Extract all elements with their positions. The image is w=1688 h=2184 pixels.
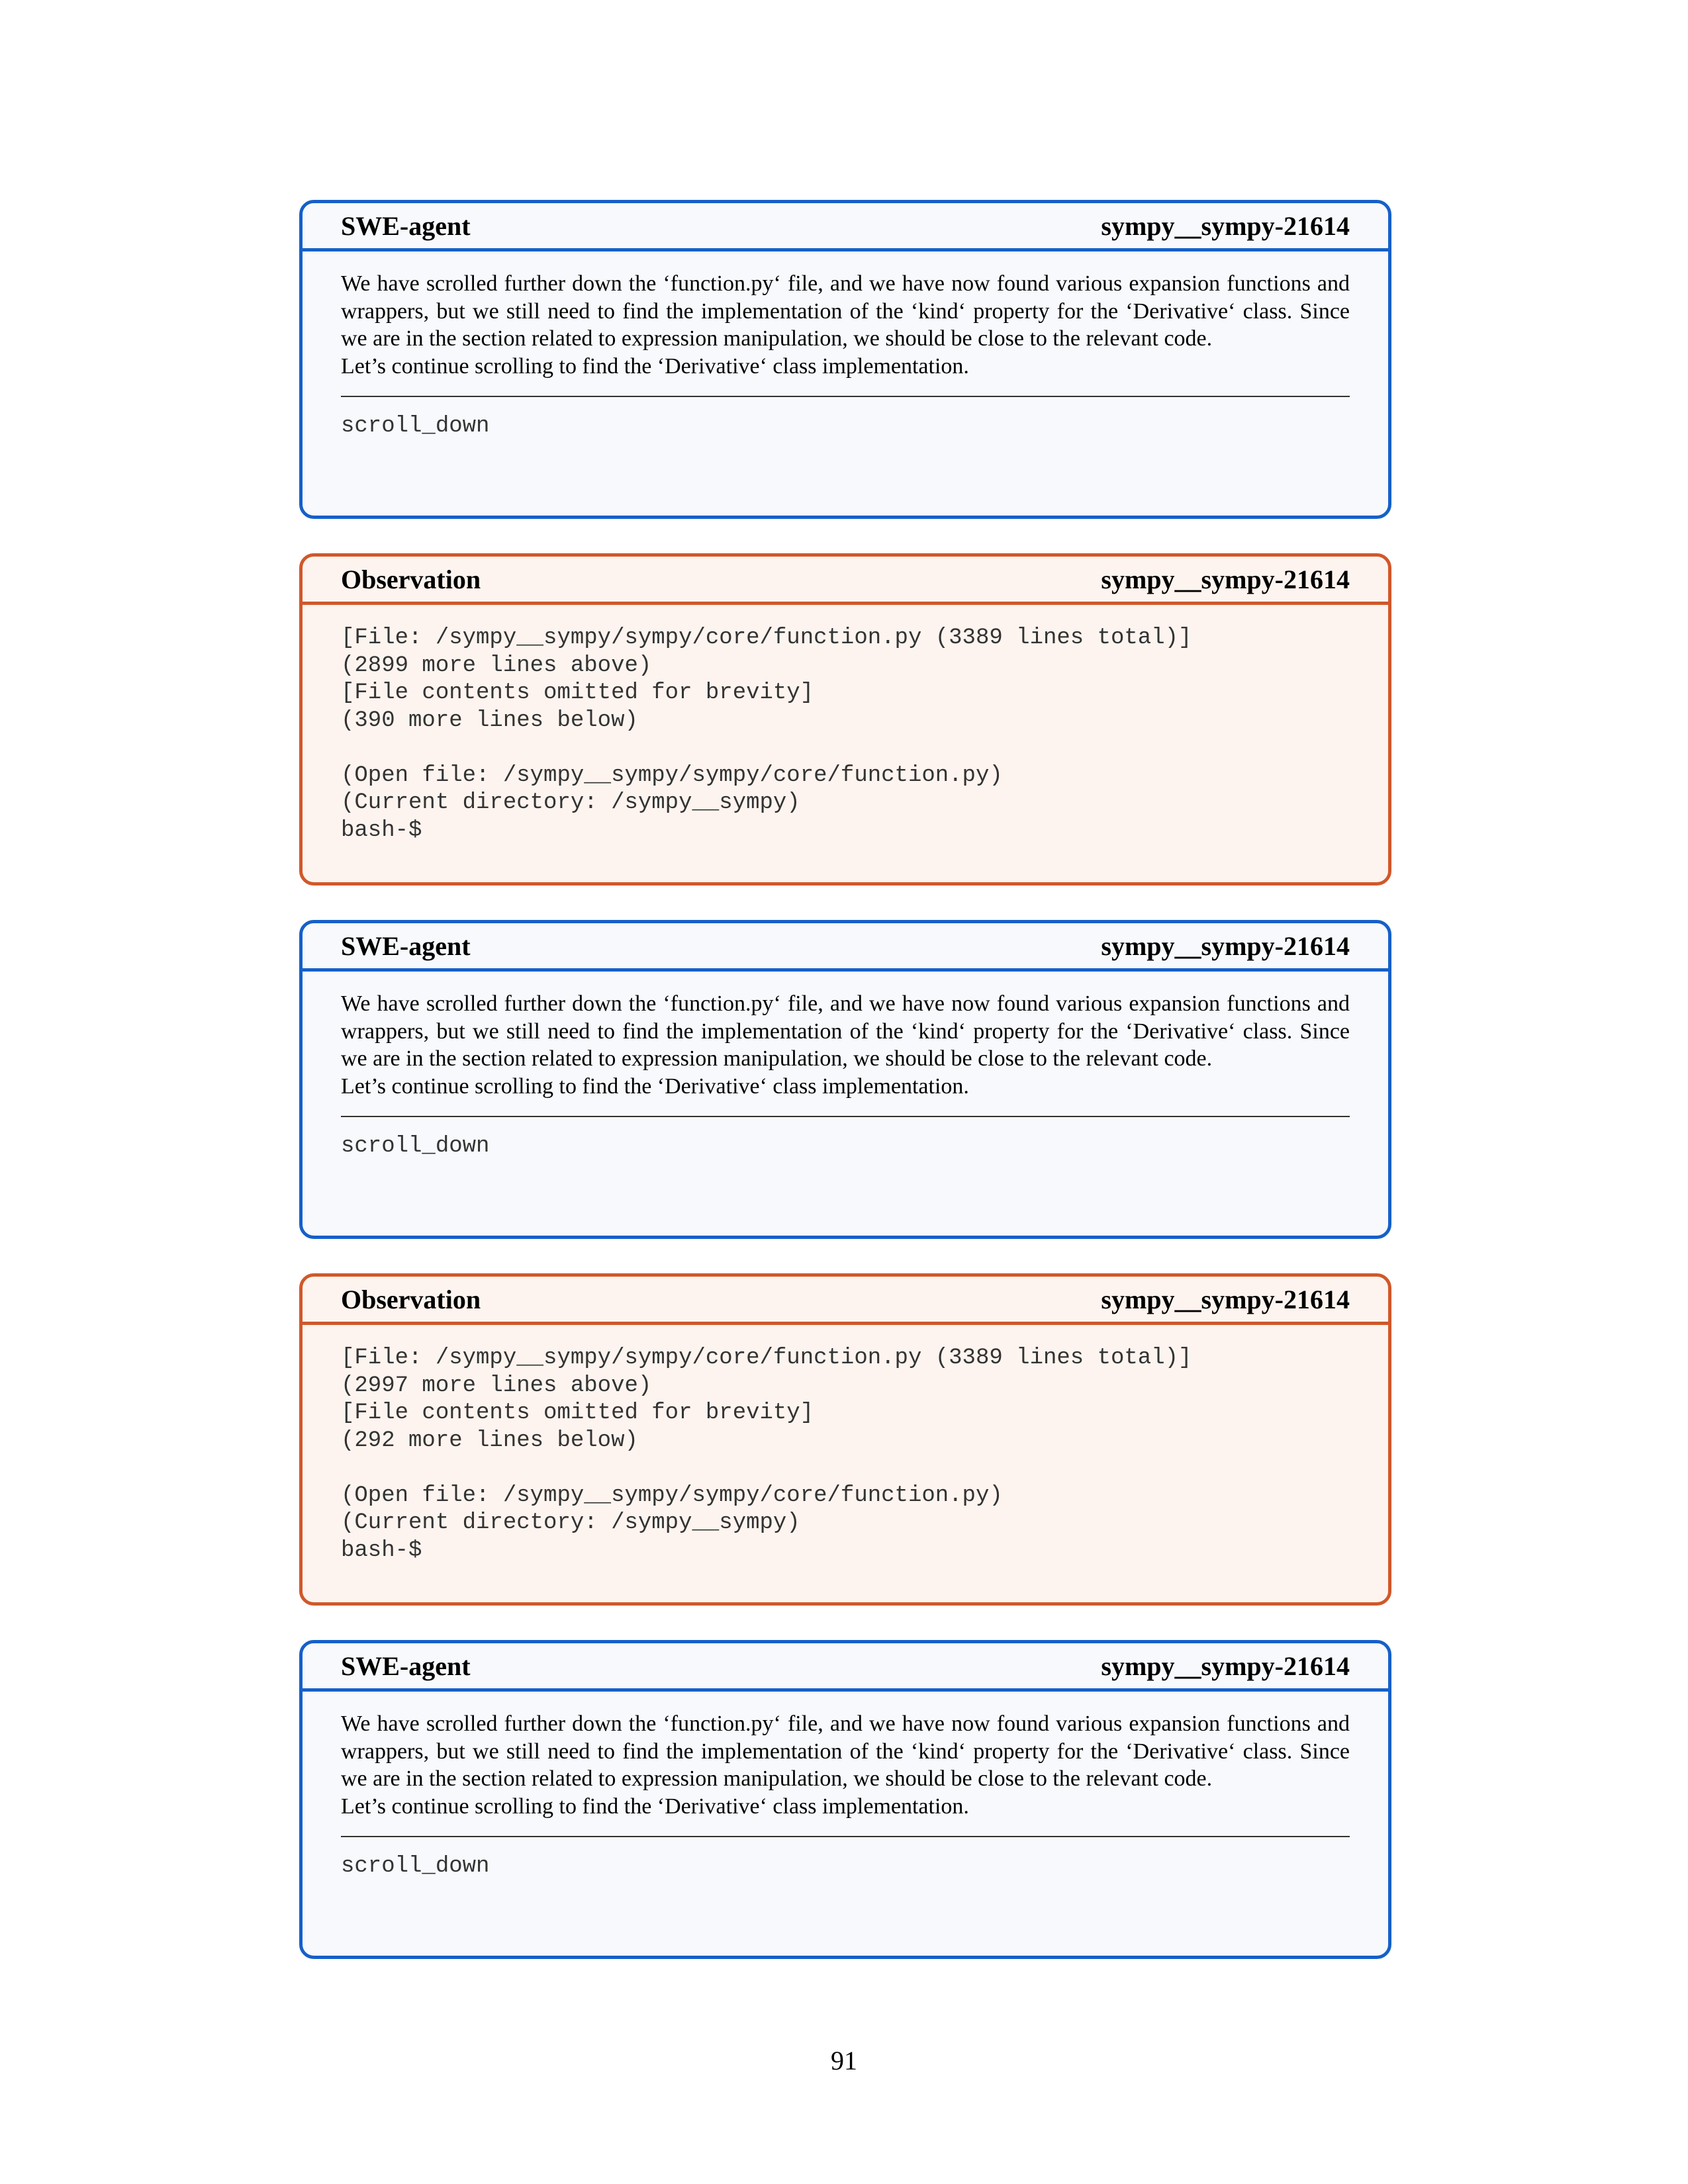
instance-id: sympy__sympy-21614	[1101, 931, 1350, 961]
thought-paragraph: Let’s continue scrolling to find the ‘Derivative‘ class implementation.	[341, 353, 969, 379]
divider	[341, 1116, 1350, 1117]
output-line: bash-$	[341, 1537, 422, 1563]
thought-paragraph: Let’s continue scrolling to find the ‘Derivative‘ class implementation.	[341, 1794, 969, 1819]
box-header	[303, 1277, 1388, 1325]
box-title: SWE-agent	[341, 1651, 471, 1681]
output-line: [File: /sympy__sympy/sympy/core/function.py (3389 lines total)]	[341, 1345, 1192, 1371]
divider	[341, 1836, 1350, 1837]
thought-paragraph: We have scrolled further down the ‘function.py‘ file, and we have now found various expansion functions and wrappers, but we still need to find the implementation of the ‘kind‘ property for the ‘Derivative‘ class. Since we are in the section related to expression manipulation, we should be close to the relevant code.	[341, 271, 1350, 351]
output-line: [File: /sympy__sympy/sympy/core/function.py (3389 lines total)]	[341, 625, 1192, 651]
thought-paragraph: We have scrolled further down the ‘function.py‘ file, and we have now found various expansion functions and wrappers, but we still need to find the implementation of the ‘kind‘ property for the ‘Derivative‘ class. Since we are in the section related to expression manipulation, we should be close to the relevant code.	[341, 991, 1350, 1071]
box-title: SWE-agent	[341, 931, 471, 961]
agent-thought	[341, 270, 1350, 380]
box-body	[303, 251, 1388, 441]
output-line	[341, 735, 1350, 762]
output-line: (2899 more lines above)	[341, 653, 652, 678]
agent-box-2	[299, 920, 1391, 1239]
box-header	[303, 923, 1388, 972]
output-line: (Open file: /sympy__sympy/sympy/core/function.py)	[341, 762, 1003, 788]
box-title: SWE-agent	[341, 210, 471, 241]
output-line: (Current directory: /sympy__sympy)	[341, 790, 800, 815]
box-title: Observation	[341, 564, 481, 594]
output-line: (Current directory: /sympy__sympy)	[341, 1510, 800, 1535]
observation-output	[303, 1325, 1388, 1565]
agent-thought	[341, 990, 1350, 1100]
box-header	[303, 203, 1388, 251]
box-body	[303, 972, 1388, 1161]
output-line: (390 more lines below)	[341, 707, 638, 733]
output-line: (2997 more lines above)	[341, 1373, 652, 1398]
output-line	[341, 1455, 1350, 1482]
instance-id: sympy__sympy-21614	[1101, 210, 1350, 241]
observation-box-1	[299, 553, 1391, 886]
agent-box-3	[299, 1640, 1391, 1959]
output-line: bash-$	[341, 817, 422, 843]
box-header	[303, 557, 1388, 605]
output-line: [File contents omitted for brevity]	[341, 680, 814, 705]
output-line: (Open file: /sympy__sympy/sympy/core/function.py)	[341, 1482, 1003, 1508]
instance-id: sympy__sympy-21614	[1101, 1284, 1350, 1314]
agent-command: scroll_down	[341, 1854, 490, 1879]
instance-id: sympy__sympy-21614	[1101, 1651, 1350, 1681]
thought-paragraph: We have scrolled further down the ‘function.py‘ file, and we have now found various expansion functions and wrappers, but we still need to find the implementation of the ‘kind‘ property for the ‘Derivative‘ class. Since we are in the section related to expression manipulation, we should be close to the relevant code.	[341, 1711, 1350, 1791]
thought-paragraph: Let’s continue scrolling to find the ‘Derivative‘ class implementation.	[341, 1073, 969, 1099]
box-title: Observation	[341, 1284, 481, 1314]
output-line: [File contents omitted for brevity]	[341, 1400, 814, 1426]
agent-command: scroll_down	[341, 414, 490, 439]
box-header	[303, 1643, 1388, 1692]
observation-output	[303, 605, 1388, 844]
box-body	[303, 1692, 1388, 1881]
agent-box-1	[299, 200, 1391, 519]
output-line: (292 more lines below)	[341, 1428, 638, 1453]
divider	[341, 396, 1350, 397]
page-number: 91	[831, 2046, 857, 2075]
observation-box-2	[299, 1273, 1391, 1606]
agent-thought	[341, 1710, 1350, 1820]
instance-id: sympy__sympy-21614	[1101, 564, 1350, 594]
agent-command: scroll_down	[341, 1134, 490, 1159]
